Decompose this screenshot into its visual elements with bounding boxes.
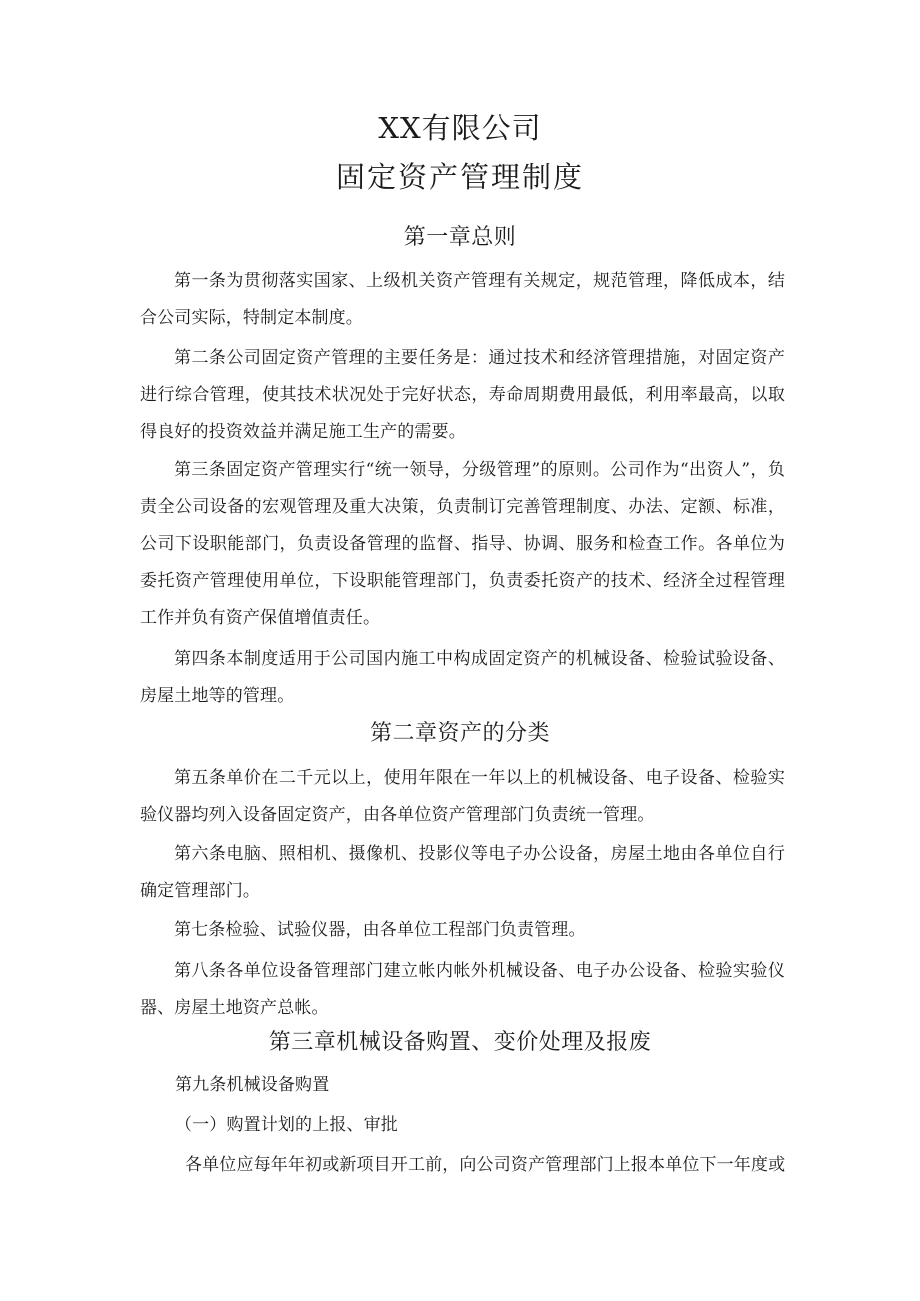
- article-7: 第七条检验、试验仪器，由各单位工程部门负责管理。: [174, 920, 586, 940]
- article-6: 第六条电脑、照相机、摄像机、投影仪等电子办公设备，房屋土地由各单位自行确定管理部门。: [140, 844, 785, 901]
- chapter-1-heading: 第一章总则: [403, 225, 517, 250]
- document-title: 固定资产管理制度: [335, 160, 584, 194]
- article-3: 第三条固定资产管理实行“统一领导，分级管理”的原则。公司作为“出资人”，负责全公司设备的宏观管理及重大决策，负责制订完善管理制度、办法、定额、标准，公司下设职能部门，负责设备管理的监督、指导、协调、服务和检查工作。各单位为委托资产管理使用单位，下设职能管理部门，负责委托资产的技术、经济全过程管理工作并负有资产保值增值责任。: [140, 460, 785, 628]
- sub-item-1-text: 各单位应每年年初或新项目开工前，向公司资产管理部门上报本单位下一年度或: [185, 1155, 786, 1175]
- article-5: 第五条单价在二千元以上，使用年限在一年以上的机械设备、电子设备、检验实验仪器均列入设备固定资产，由各单位资产管理部门负责统一管理。: [140, 768, 785, 825]
- sub-item-1-heading: （一）购置计划的上报、审批: [175, 1115, 398, 1135]
- article-2: 第二条公司固定资产管理的主要任务是：通过技术和经济管理措施，对固定资产进行综合管理，使其技术状况处于完好状态，寿命周期费用最低，利用率最高，以取得良好的投资效益并满足施工生产的需要。: [140, 348, 785, 442]
- article-9-heading: 第九条机械设备购置: [175, 1075, 330, 1095]
- company-title: XX有限公司: [378, 111, 542, 145]
- article-8: 第八条各单位设备管理部门建立帐内帐外机械设备、电子办公设备、检验实验仪器、房屋土地资产总帐。: [140, 961, 785, 1018]
- article-1: 第一条为贯彻落实国家、上级机关资产管理有关规定，规范管理，降低成本，结合公司实际，特制定本制度。: [140, 271, 785, 328]
- chapter-2-heading: 第二章资产的分类: [369, 721, 550, 746]
- chapter-3-heading: 第三章机械设备购置、变价处理及报废: [268, 1030, 652, 1055]
- article-4: 第四条本制度适用于公司国内施工中构成固定资产的机械设备、检验试验设备、房屋土地等的管理。: [140, 649, 785, 706]
